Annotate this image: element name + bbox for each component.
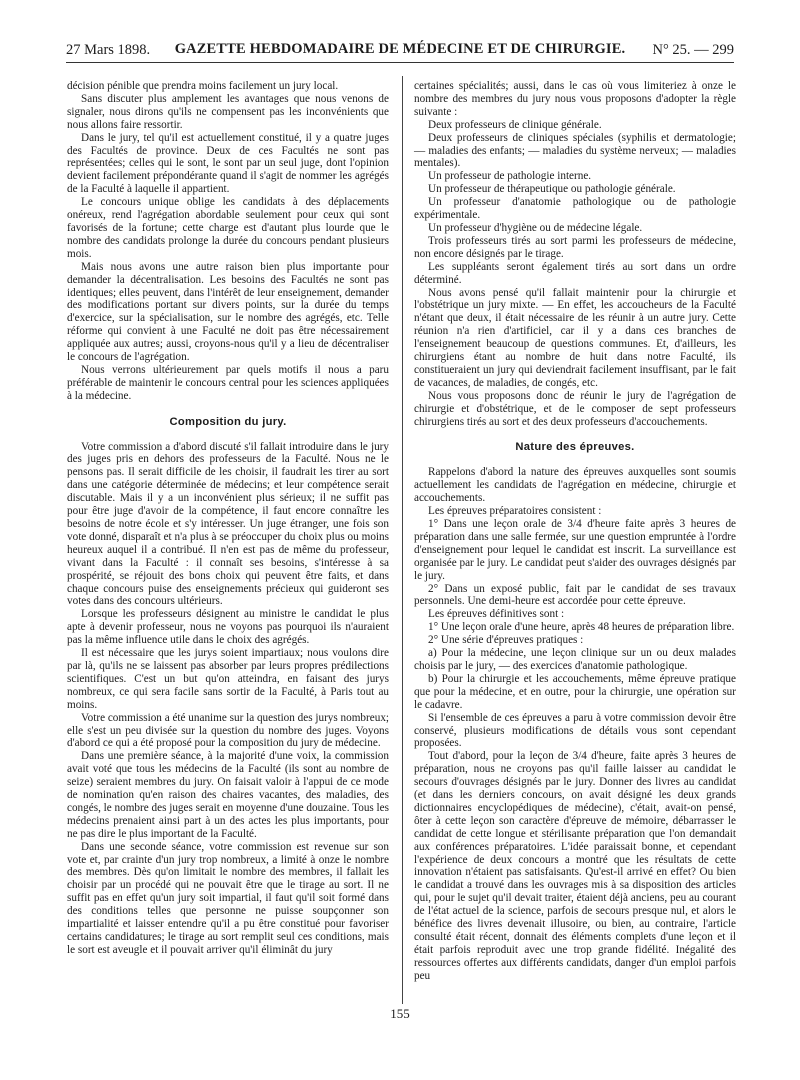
paragraph: Rappelons d'abord la nature des épreuves auxquelles sont soumis actuellement les candidats de l'agrégation en médecine, chirurgie et accouchements. [414,466,736,505]
jury-list-item: Un professeur de thérapeutique ou pathologie générale. [428,183,676,196]
paragraph: Votre commission a été unanime sur la question des jurys nombreux; elle s'est un peu divisée sur la question du nombre des juges. Voyons d'abord ce qui a été proposé pour la composition du jury de médecine. [67,711,390,750]
paragraph: Le concours unique oblige les candidats à des déplacements onéreux, rend l'agrégation abordable seulement pour ceux qui sont favorisés de la fortune; cette charge est d'autant plus lourde que le nombre des candidats prolonge la durée du concours pendant plusieurs mois. [67,196,389,260]
paragraph: Les suppléants seront également tirés au sort dans un ordre déterminé. [414,260,736,286]
jury-list-item: Trois professeurs tirés au sort parmi les professeurs de médecine, non encore désignés par le tirage. [414,234,736,260]
paragraph: 1° Dans une leçon orale de 3/4 d'heure faite après 3 heures de préparation dans une salle fermée, sur une question empruntée à l'ordre d'enseignement pour lequel le candidat est inscrit. La surveillance est organisée par le jury. Le candidat peut s'aider des ouvrages désignés par le jury. [414,518,736,582]
paragraph: Tout d'abord, pour la leçon de 3/4 d'heure, faite après 3 heures de préparation, nous ne croyons pas qu'il faille laisser au candidat le secours d'ouvrages désignés par le jury. Donner des livres au candidat (et dans les derniers concours, on avait désigné les deux grands dictionnaires encyclopédiques de médecine), c'était, avait-on pensé, ôter à cette leçon son caractère d'épreuve de mémoire, débarrasser le candidat de cette longue et stérilisante préparation que l'on demandait aux conférences préparatoires. L'idée paraissait bonne, et cependant l'expérience de deux concours a montré que les résultats de cette innovation n'étaient pas satisfaisants. Qu'est-il arrivé en effet? Ou bien le candidat a trouvé dans les ouvrages mis à sa disposition des articles qui, pour le sujet qu'il devait traiter, étaient déjà anciens, peu au courant de l'état actuel de la science, parfois de secours presque nul, et alors le bénéfice des livres devenait illusoire, ou bien, au contraire, l'article consulté était récent, donnait des éléments complets d'une leçon et il était parfois reproduit avec une trop grande fidélité. Inégalité des ressources offertes aux différents candidats, danger d'un emploi parfois peu [414,750,736,982]
page-folio: 155 [390,1006,410,1021]
paragraph: Mais nous avons une autre raison bien plus importante pour demander la décentralisation. Les besoins des Facultés ne sont pas identiques; elles peuvent, dans l'intérêt de leur enseignement, demander des modifications portant sur divers points, sur la durée du temps d'exercice, sur la spécialisation, sur le nombre des agrégés, etc. Telle réforme qui convient à une Faculté ne doit pas être nécessairement appliquée aux autres; aussi, croyons-nous qu'il y a lieu de décentraliser le concours de l'agrégation. [67,260,389,364]
paragraph: 1° Une leçon orale d'une heure, après 48 heures de préparation libre. [428,621,735,634]
paragraph: 2° Dans un exposé public, fait par le candidat de ses travaux personnels. Une demi-heure est accordée pour cette épreuve. [414,582,736,608]
jury-list-item: Deux professeurs de cliniques spéciales (syphilis et dermatologie; — maladies des enfants; — maladies du système nerveux; — maladies mentales). [414,131,736,170]
issue-date: 27 Mars 1898. [66,42,151,58]
paragraph: Les épreuves préparatoires consistent : [428,505,602,518]
paragraph: décision pénible que prendra moins facilement un jury local. [67,80,339,92]
section-heading: Composition du jury. [169,415,287,428]
paragraph: certaines spécialités; aussi, dans le cas où vous limiteriez à onze le nombre des membres du jury nous vous proposons d'adopter la règle suivante : [414,80,736,118]
paragraph: Dans le jury, tel qu'il est actuellement constitué, il y a quatre juges des Facultés de province. Deux de ces Facultés ne sont pas représentées; celles qui le sont, le sont par un seul juge, dont l'opinion devient facilement prépondérante quand il s'agit de nommer les agrégés de la Faculté à laquelle il appartient. [67,131,389,196]
paragraph: Dans une seconde séance, votre commission est revenue sur son vote et, par crainte d'un jury trop nombreux, a limité à onze le nombre des membres. Dès qu'on limitait le nombre des membres, il fallait les choisir par un procédé qui ne pouvait être que le tirage au sort. Il ne suffit pas en effet qu'un jury soit impartial, il faut qu'il soit formé dans des conditions telles que personne ne puisse soupçonner son impartialité et laisser entendre qu'il a pu être constitué pour favoriser certains candidatures; le tirage au sort remplit seul ces conditions, mais le sort est aveugle et il pouvait arriver qu'il éliminât du jury [67,840,389,956]
jury-list-item: Deux professeurs de clinique générale. [428,118,602,131]
left-column [67,80,389,957]
jury-list-item: Un professeur d'hygiène ou de médecine légale. [428,221,643,234]
paragraph: b) Pour la chirurgie et les accouchements, même épreuve pratique que pour la médecine, et en outre, pour la chirurgie, une opération sur le cadavre. [414,672,736,711]
paragraph: 2° Une série d'épreuves pratiques : [428,634,584,647]
paragraph: Il est nécessaire que les jurys soient impartiaux; nous voulons dire par là, qu'ils ne se laissent pas absorber par leurs propres prédilections scientifiques. C'est un but qu'on atteindra, en faisant des jurys nombreux, ce qui sera facile sans sortir de la Faculté, à Paris tout au moins. [67,647,389,711]
paragraph: Les épreuves définitives sont : [428,608,565,621]
issue-page-number: N° 25. — 299 [652,42,734,58]
paragraph: Nous avons pensé qu'il fallait maintenir pour la chirurgie et l'obstétrique un jury mixte. — En effet, les accoucheurs de la Faculté n'étant que deux, il était nécessaire de les réunir à un autre jury. Cette réunion n'a rien d'artificiel, car il y a dans ces branches de l'enseignement beaucoup de questions communes. Et, d'ailleurs, les chirurgiens étant au nombre de huit dans notre Faculté, ils constitueraient un jury qui deviendrait facilement insuffisant, par le fait de vacances, de maladies, de congés, etc. [414,286,736,389]
paragraph: Votre commission a d'abord discuté s'il fallait introduire dans le jury des juges pris en dehors des professeurs de la Faculté. Nous ne le pensons pas. Il serait difficile de les choisir, il faudrait les tirer au sort dans une catégorie déterminée de médecins; et leur compétence serait discutable. Mais il y a un inconvénient plus sérieux; il ne suffit pas pour être juge d'avoir de la compétence, il faut encore connaître les besoins de notre école et s'y intéresser. Un juge étranger, une fois son vote donné, disparaît et n'a plus à se préoccuper du choix plus ou moins heureux auquel il a contribué. Il n'en est pas de même du professeur, vivant dans la Faculté : il connaît ses besoins, s'intéresse à sa prospérité, se réjouit des bons choix qui peuvent être faits, et dans chaque concours puise des enseignements précieux qui guideront ses votes dans des concours ultérieurs. [67,440,389,608]
paragraph: Nous verrons ultérieurement par quels motifs il nous a paru préférable de maintenir le concours central pour les sciences appliquées à la médecine. [67,363,389,402]
paragraph: Dans une première séance, à la majorité d'une voix, la commission avait voté que tous les médecins de la Faculté (ils sont au nombre de seize) seraient membres du jury. On faisait valoir à l'appui de ce mode de nomination qu'en raison des chaires vacantes, des maladies, des congés, le nombre des juges serait en moyenne d'une douzaine. Tous les médecins prenaient ainsi part à un des actes les plus importants, pour ne pas dire le plus important de la Faculté. [67,750,389,840]
paragraph: a) Pour la médecine, une leçon clinique sur un ou deux malades choisis par le jury, — des exercices d'anatomie pathologique. [414,647,736,672]
jury-list-item: Un professeur d'anatomie pathologique ou de pathologie expérimentale. [414,196,736,222]
right-column [414,80,736,983]
running-header [66,40,734,63]
paragraph: Si l'ensemble de ces épreuves a paru à votre commission devoir être conservé, plusieurs modifications de détails vous sont cependant proposées. [414,711,736,750]
paragraph: Lorsque les professeurs désignent au ministre le candidat le plus apte à devenir professeur, nous ne voyons pas pourquoi ils n'auraient pas la même influence utile dans le choix des agrégés. [67,608,389,647]
journal-title: GAZETTE HEBDOMADAIRE DE MÉDECINE ET DE CHIRURGIE. [174,41,626,57]
paragraph: Nous vous proposons donc de réunir le jury de l'agrégation de chirurgie et d'obstétrique, et de le composer de sept professeurs chirurgiens tirés au sort et des deux professeurs d'accouchements. [414,389,736,428]
paragraph: Sans discuter plus amplement les avantages que nous venons de signaler, nous dirons qu'ils ne compensent pas les inconvénients que nous allons faire ressortir. [67,92,389,131]
column-rule [402,76,403,1004]
section-heading: Nature des épreuves. [515,441,635,454]
jury-list-item: Un professeur de pathologie interne. [428,170,592,183]
